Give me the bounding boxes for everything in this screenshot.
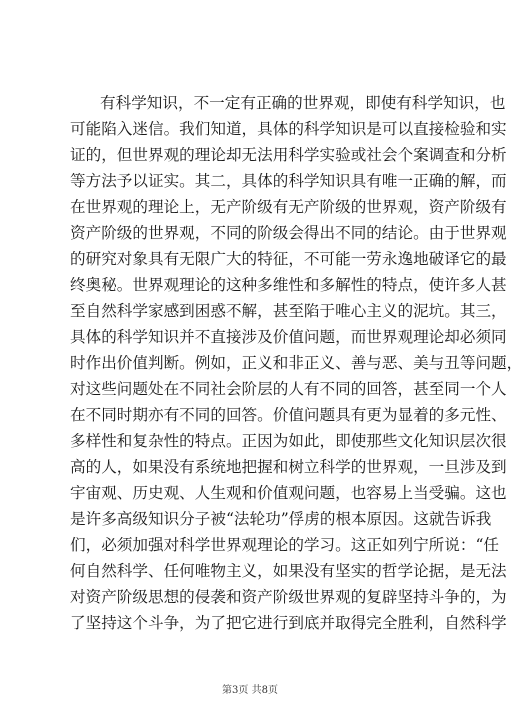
body-line: 等方法予以证实。其二，具体的科学知识具有唯一正确的解，而 [70, 172, 507, 190]
body-line: 在世界观的理论上，无产阶级有无产阶级的世界观，资产阶级有 [70, 198, 507, 216]
body-line: 高的人，如果没有系统地把握和树立科学的世界观，一旦涉及到 [70, 458, 507, 476]
body-line: 证的，但世界观的理论却无法用科学实验或社会个案调查和分析 [70, 146, 507, 164]
body-line: 对这些问题处在不同社会阶层的人有不同的回答，甚至同一个人 [70, 380, 507, 398]
body-line: 何自然科学、任何唯物主义，如果没有坚实的哲学论据，是无法 [70, 562, 507, 580]
body-line: 资产阶级的世界观，不同的阶级会得出不同的结论。由于世界观 [70, 224, 507, 242]
body-line: 宇宙观、历史观、人生观和价值观问题，也容易上当受骗。这也 [70, 484, 507, 502]
body-line: 了坚持这个斗争，为了把它进行到底并取得完全胜利，自然科学 [70, 614, 507, 632]
body-line: 具体的科学知识并不直接涉及价值问题，而世界观理论却必须同 [70, 328, 507, 346]
body-line: 的研究对象具有无限广大的特征，不可能一劳永逸地破译它的最 [70, 250, 507, 268]
body-line: 至自然科学家感到困惑不解，甚至陷于唯心主义的泥坑。其三， [70, 302, 507, 320]
body-line: 时作出价值判断。例如，正义和非正义、善与恶、美与丑等问题， [70, 354, 522, 372]
body-line: 对资产阶级思想的侵袭和资产阶级世界观的复辟坚持斗争的，为 [70, 588, 507, 606]
body-line: 终奥秘。世界观理论的这种多维性和多解性的特点，使许多人甚 [70, 276, 507, 294]
body-line: 在不同时期亦有不同的回答。价值问题具有更为显着的多元性、 [70, 406, 507, 424]
body-line: 多样性和复杂性的特点。正因为如此，即使那些文化知识层次很 [70, 432, 507, 450]
body-line: 是许多高级知识分子被“法轮功”俘虏的根本原因。这就告诉我 [70, 510, 492, 528]
page-number-footer: 第3页 共8页 [222, 685, 278, 696]
body-line: 可能陷入迷信。我们知道，具体的科学知识是可以直接检验和实 [70, 120, 507, 138]
body-line: 有科学知识，不一定有正确的世界观，即使有科学知识，也 [100, 94, 506, 112]
body-line: 们，必须加强对科学世界观理论的学习。这正如列宁所说：“任 [70, 536, 500, 554]
